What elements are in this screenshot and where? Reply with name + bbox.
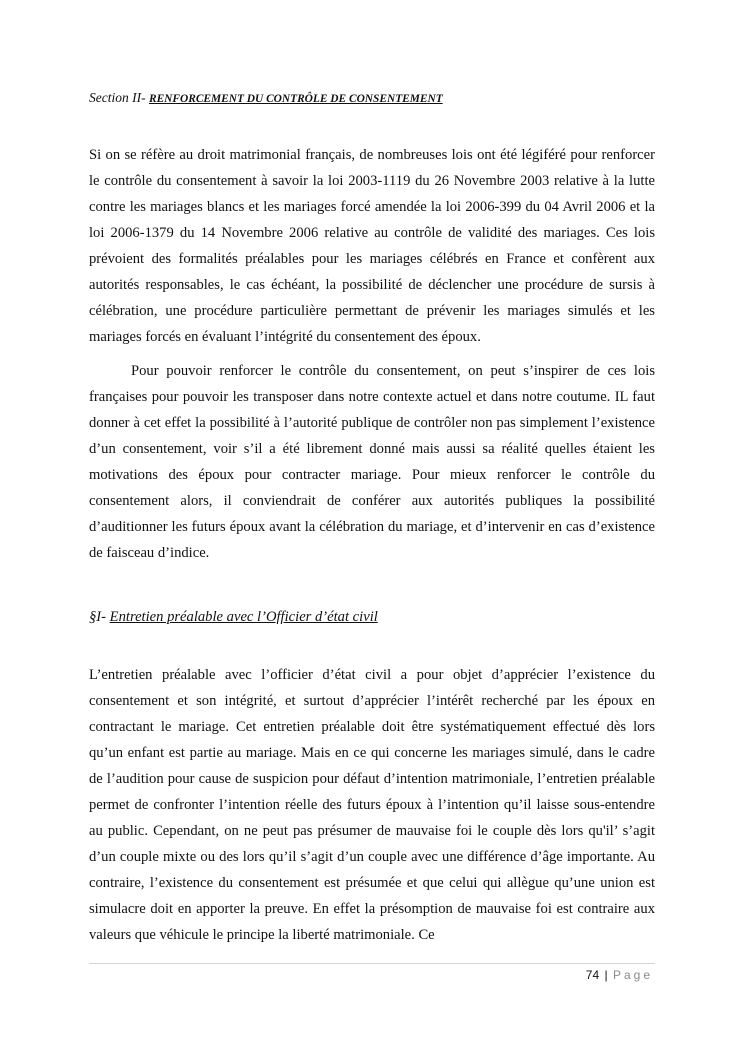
page-label: Page: [612, 968, 653, 982]
subsection-heading: [89, 604, 655, 630]
page-content: [89, 87, 655, 956]
paragraph-3: L’entretien préalable avec l’officier d’état civil a pour objet d’apprécier l’existence du consentement et son intégrité, et surtout d’apprécier l’intérêt recherché par les époux en contractant le mariage. Cet entretien préalable doit être systématiquement effectué dès lors qu’un enfant est partie au mariage. Mais en ce qui concerne les mariages simulé, dans le cadre de l’audition pour cause de suspicion pour défaut d’intention matrimoniale, l’entretien préalable permet de confronter l’intention réelle des futurs époux à l’intention qu’il laisse sous-entendre au public. Cependant, on ne peut pas présumer de mauvaise foi le couple dès lors qu'il’ s’agit d’un couple mixte ou des lors qu’il s’agit d’un couple avec une différence d’âge importante. Au contraire, l’existence du consentement est présumée et que celui qui allègue qu’une union est simulacre doit en apporter la preuve. En effet la présomption de mauvaise foi est contraire aux valeurs que véhicule le principe la liberté matrimoniale. Ce: [89, 667, 655, 943]
paragraph-2: Pour pouvoir renforcer le contrôle du consentement, on peut s’inspirer de ces lois françaises pour pouvoir les transposer dans notre contexte actuel et dans notre coutume. IL faut donner à cet effet la possibilité à l’autorité publique de contrôler non pas simplement l’existence d’un consentement, voir s’il a été librement donné mais aussi sa réalité quelles étaient les motivations des époux pour contracter mariage. Pour mieux renforcer le contrôle du consentement alors, il conviendrait de conférer aux autorités publiques la possibilité d’auditionner les futurs époux avant la célébration du mariage, et d’intervenir en cas d’existence de faisceau d’indice.: [89, 363, 655, 561]
footer-separator: |: [604, 968, 608, 982]
page-footer: [586, 966, 653, 984]
footer-divider: [89, 963, 655, 964]
section-prefix: Section II-: [89, 90, 149, 105]
subsection-prefix: §I-: [89, 609, 110, 625]
section-heading: [89, 87, 655, 110]
section-title: RENFORCEMENT DU CONTRÔLE DE CONSENTEMENT: [148, 93, 443, 105]
page-number: 74: [585, 968, 600, 982]
paragraph-1: Si on se réfère au droit matrimonial français, de nombreuses lois ont été légiféré pour renforcer le contrôle du consentement à savoir la loi 2003-1119 du 26 Novembre 2003 relative à la lutte contre les mariages blancs et les mariages forcé amendée la loi 2006-399 du 04 Avril 2006 et la loi 2006-1379 du 14 Novembre 2006 relative au contrôle de validité des mariages. Ces lois prévoient des formalités préalables pour les mariages célébrés en France et confèrent aux autorités responsables, le cas échéant, la possibilité de déclencher une procédure de sursis à célébration, une procédure particulière permettant de prévenir les mariages simulés et les mariages forcés en évaluant l’intégrité du consentement des époux.: [89, 147, 655, 345]
subsection-title: Entretien préalable avec l’Officier d’état civil: [109, 609, 378, 625]
